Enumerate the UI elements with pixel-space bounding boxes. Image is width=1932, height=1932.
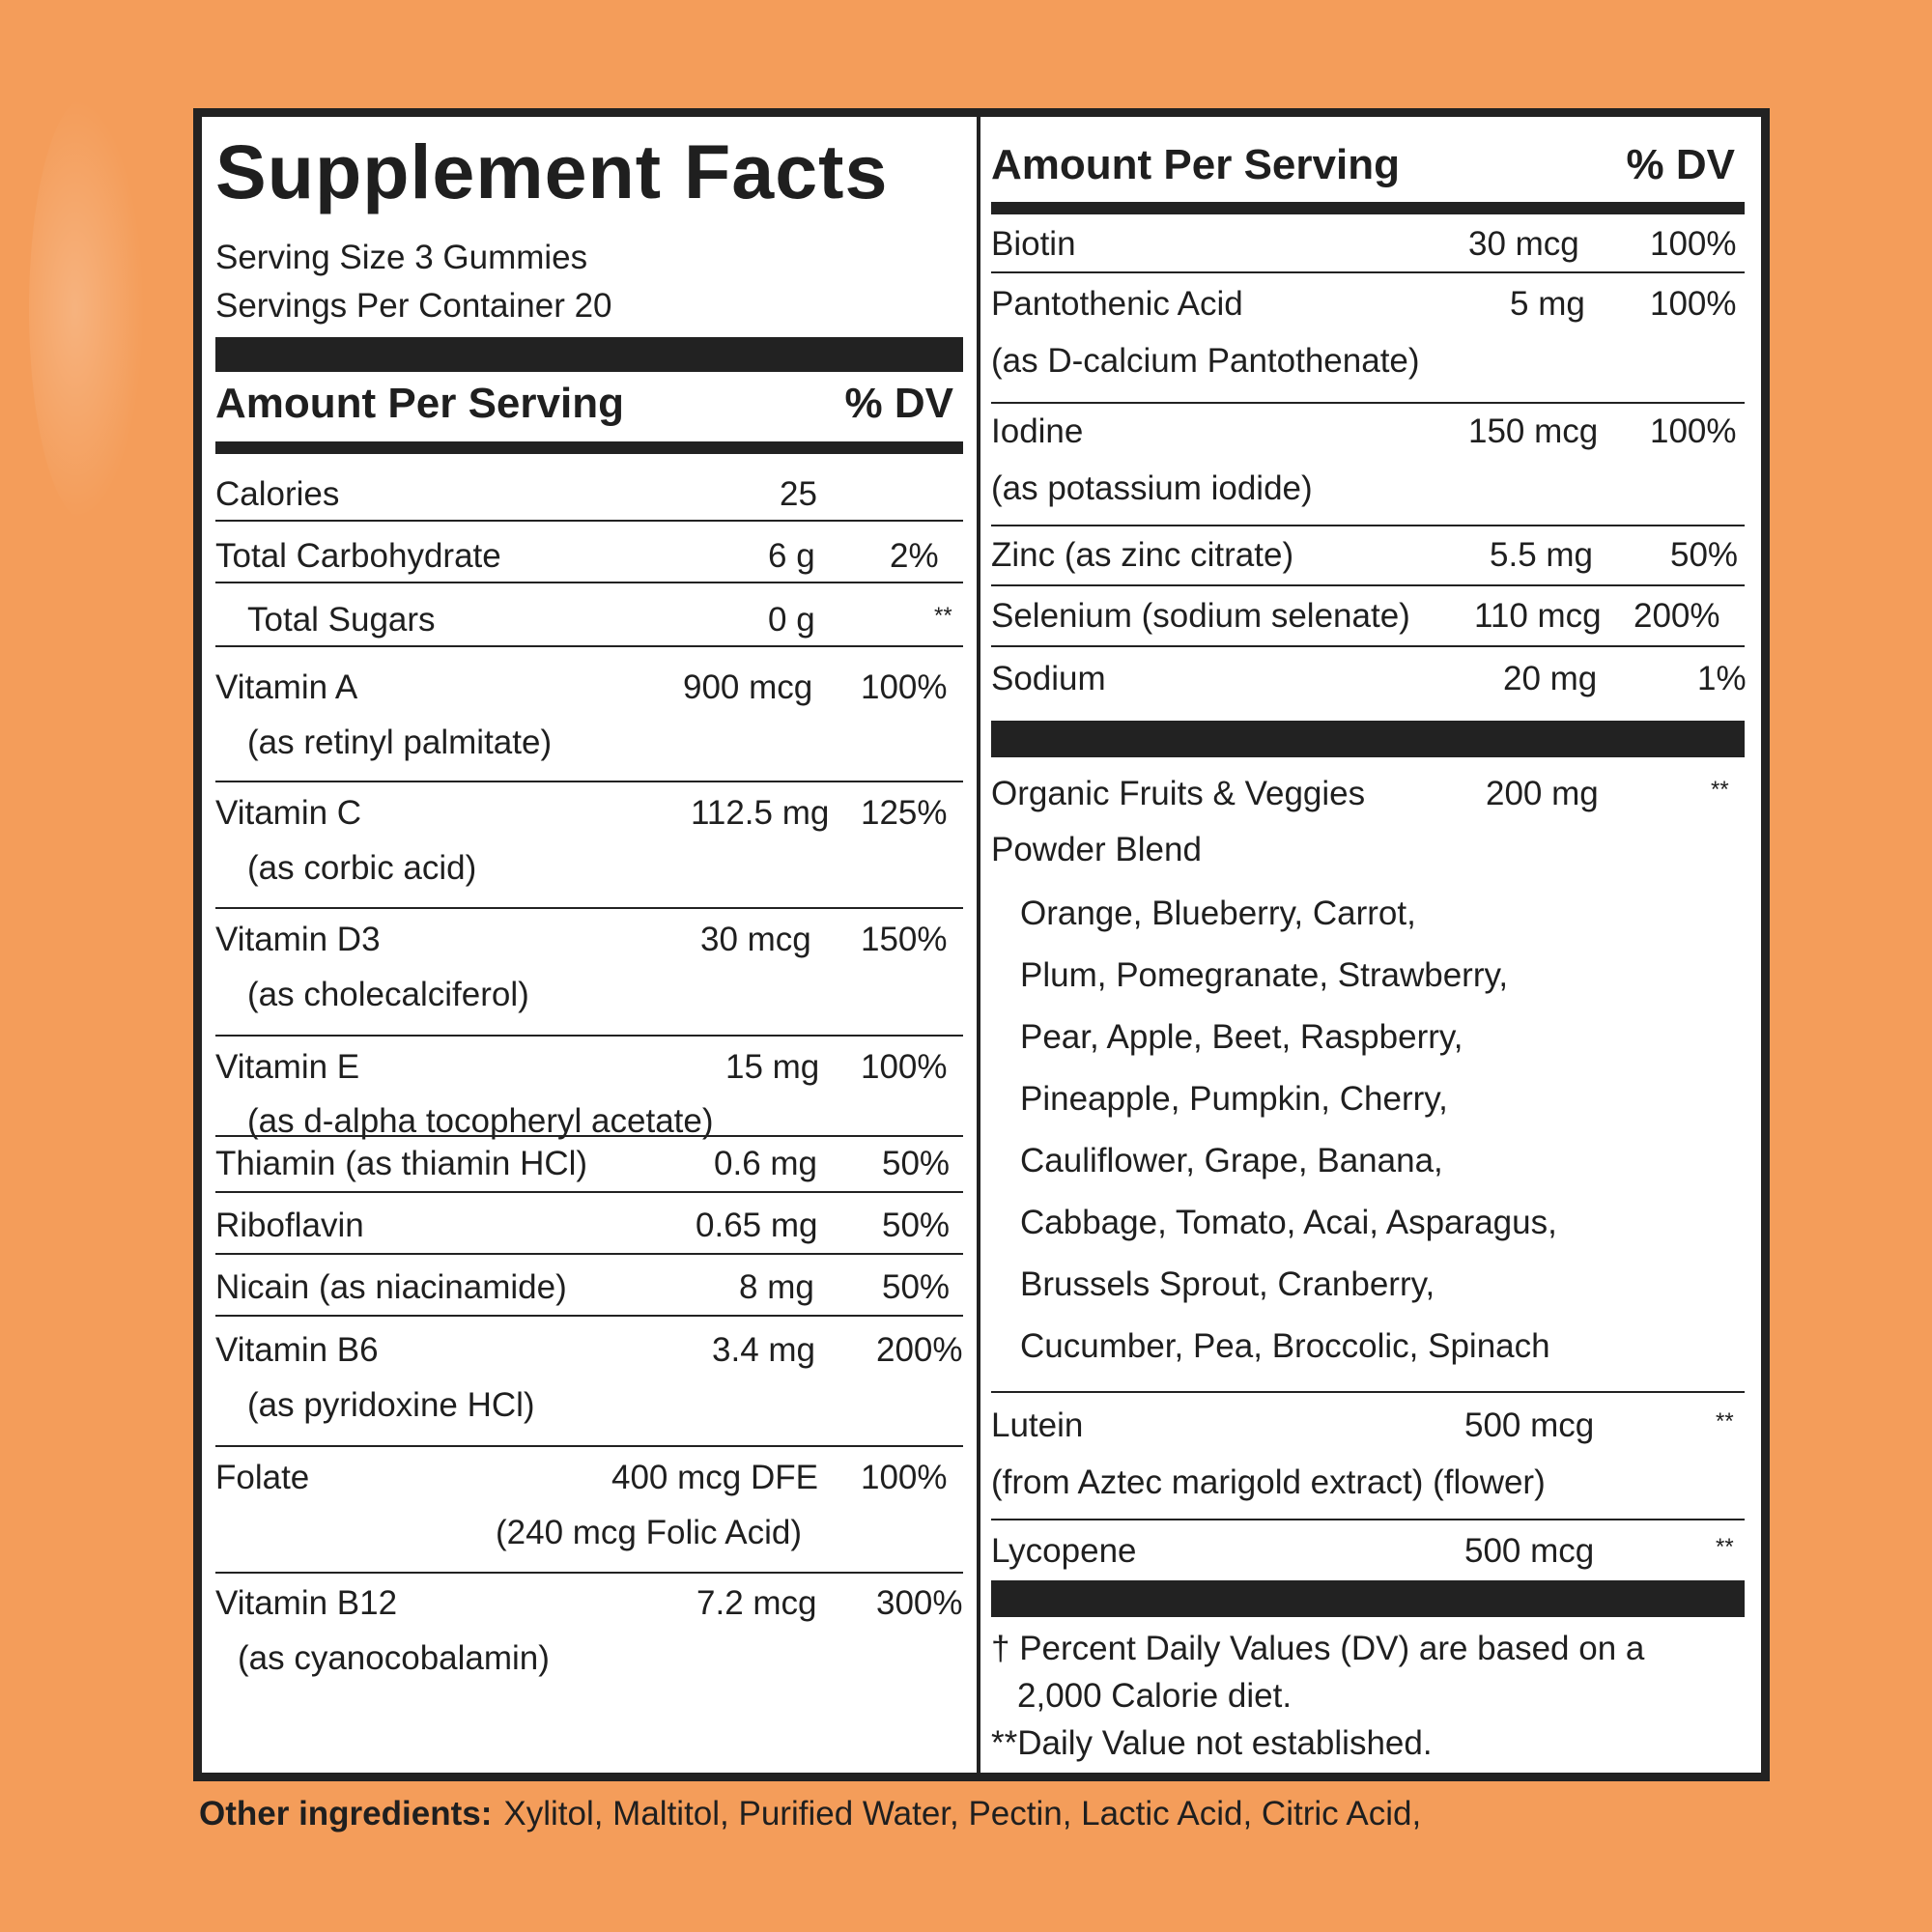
- nutrient-name: Total Carbohydrate: [215, 537, 501, 575]
- nutrient-name: Selenium (sodium selenate): [991, 597, 1410, 635]
- nutrient-row-vitamin-a: [215, 663, 963, 713]
- nutrient-amount: 6 g: [768, 537, 815, 575]
- nutrient-dv: 200%: [1634, 597, 1720, 635]
- footnote-dv-basis-cont: 2,000 Calorie diet.: [1017, 1677, 1293, 1715]
- nutrient-row-vitamin-d3: [215, 915, 963, 965]
- blend-ingredient-line: Pear, Apple, Beet, Raspberry,: [1020, 1018, 1463, 1056]
- nutrient-name: Nicain (as niacinamide): [215, 1268, 567, 1306]
- nutrient-source: (as d-alpha tocopheryl acetate): [247, 1102, 714, 1140]
- nutrient-row-iodine: [991, 407, 1745, 457]
- nutrient-source: (as potassium iodide): [991, 469, 1313, 507]
- nutrient-source: (from Aztec marigold extract) (flower): [991, 1463, 1546, 1501]
- nutrient-source: (as corbic acid): [247, 849, 477, 887]
- nutrient-name: Iodine: [991, 412, 1084, 450]
- nutrient-name: Pantothenic Acid: [991, 285, 1243, 323]
- nutrient-name: Biotin: [991, 225, 1076, 263]
- nutrient-dv: 100%: [1650, 225, 1737, 263]
- thick-rule: [991, 1580, 1745, 1617]
- nutrient-amount: 0.65 mg: [696, 1207, 818, 1244]
- blend-ingredient-line: Orange, Blueberry, Carrot,: [1020, 895, 1416, 932]
- supplement-facts-panel: [193, 108, 1770, 1781]
- nutrient-dv: 125%: [861, 794, 948, 832]
- nutrient-row-biotin: [991, 217, 1745, 273]
- nutrient-dv: 100%: [1650, 285, 1737, 323]
- nutrient-row-total-carbohydrate: [215, 531, 963, 583]
- nutrient-row-selenium: [991, 587, 1745, 647]
- thin-rule: [991, 1391, 1745, 1393]
- nutrient-row-vitamin-b6: [215, 1325, 963, 1376]
- nutrient-amount: 900 mcg: [683, 668, 813, 706]
- nutrient-row-folate: [215, 1453, 963, 1503]
- amount-header: [215, 380, 963, 427]
- nutrient-row-vitamin-e: [215, 1042, 963, 1093]
- nutrient-dv: 100%: [861, 1048, 948, 1086]
- nutrient-dv: 50%: [882, 1207, 951, 1244]
- nutrient-source: (as cholecalciferol): [247, 976, 529, 1013]
- nutrient-row-lutein: [991, 1401, 1745, 1451]
- blend-ingredient-line: Brussels Sprout, Cranberry,: [1020, 1265, 1435, 1303]
- nutrient-amount: 110 mcg: [1474, 597, 1602, 635]
- other-ingredients: [199, 1795, 1421, 1833]
- blend-ingredient-line: Plum, Pomegranate, Strawberry,: [1020, 956, 1509, 994]
- nutrient-dv: 100%: [861, 1459, 948, 1496]
- blend-ingredient-line: Cabbage, Tomato, Acai, Asparagus,: [1020, 1204, 1557, 1241]
- nutrient-amount: 20 mg: [1503, 660, 1598, 697]
- panel-title: Supplement Facts: [215, 128, 889, 214]
- nutrient-row-riboflavin: [215, 1199, 963, 1255]
- footnote-dv-basis: † Percent Daily Values (DV) are based on a: [991, 1630, 1645, 1667]
- background-glare: [29, 97, 145, 522]
- nutrient-dv: **: [934, 603, 952, 629]
- blend-ingredients: [1020, 883, 1557, 1378]
- nutrient-row-calories: [215, 469, 963, 522]
- thin-rule: [215, 907, 963, 909]
- nutrient-dv: 50%: [882, 1145, 951, 1182]
- nutrient-row-niacin: [215, 1261, 963, 1317]
- nutrient-source: (as pyridoxine HCl): [247, 1386, 535, 1424]
- nutrient-source: (as D-calcium Pantothenate): [991, 342, 1420, 380]
- nutrient-dv: 50%: [882, 1268, 951, 1306]
- nutrient-dv: 150%: [861, 921, 948, 958]
- nutrient-row-vitamin-b12: [215, 1578, 963, 1629]
- nutrient-name: Riboflavin: [215, 1207, 364, 1244]
- nutrient-name: Lutein: [991, 1406, 1084, 1444]
- thick-rule: [215, 337, 963, 372]
- nutrient-dv: **: [1716, 1534, 1734, 1560]
- amount-header-right: [991, 141, 1745, 188]
- nutrient-name: Vitamin E: [215, 1048, 360, 1086]
- nutrient-row-sodium: [991, 650, 1745, 708]
- nutrient-source: (240 mcg Folic Acid): [496, 1514, 803, 1551]
- nutrient-name: Vitamin B6: [215, 1331, 379, 1369]
- nutrient-row-zinc: [991, 525, 1745, 586]
- nutrient-name: Vitamin A: [215, 668, 358, 706]
- nutrient-amount: 30 mcg: [700, 921, 811, 958]
- nutrient-amount: 0 g: [768, 601, 815, 639]
- medium-rule: [991, 202, 1745, 214]
- nutrient-amount: 3.4 mg: [712, 1331, 815, 1369]
- blend-name: Organic Fruits & Veggies: [991, 775, 1366, 812]
- nutrient-row-thiamin: [215, 1135, 963, 1193]
- nutrient-dv: 50%: [1670, 536, 1739, 574]
- nutrient-name: Zinc (as zinc citrate): [991, 536, 1294, 574]
- blend-row: [991, 769, 1745, 819]
- nutrient-amount: 8 mg: [739, 1268, 814, 1306]
- nutrient-dv: 2%: [890, 537, 939, 575]
- footnote-dv-not-established: **Daily Value not established.: [991, 1724, 1433, 1762]
- thick-rule: [991, 721, 1745, 757]
- column-divider: [977, 117, 980, 1773]
- nutrient-amount: 25: [780, 475, 817, 513]
- nutrient-amount: 500 mcg: [1464, 1532, 1595, 1570]
- nutrient-source: (as retinyl palmitate): [247, 724, 553, 761]
- nutrient-name: Vitamin C: [215, 794, 362, 832]
- blend-amount: 200 mg: [1486, 775, 1599, 812]
- blend-name-line-2: Powder Blend: [991, 831, 1202, 868]
- nutrient-name: Lycopene: [991, 1532, 1137, 1570]
- nutrient-amount: 0.6 mg: [714, 1145, 817, 1182]
- thin-rule: [991, 1519, 1745, 1520]
- nutrient-amount: 150 mcg: [1468, 412, 1599, 450]
- dv-header-label: % DV: [844, 380, 953, 427]
- nutrient-dv: 100%: [861, 668, 948, 706]
- nutrient-dv: **: [1716, 1408, 1734, 1435]
- nutrient-amount: 30 mcg: [1468, 225, 1579, 263]
- nutrient-row-vitamin-c: [215, 788, 963, 838]
- nutrient-dv: 100%: [1650, 412, 1737, 450]
- nutrient-name: Thiamin (as thiamin HCl): [215, 1145, 588, 1182]
- nutrient-row-pantothenic-acid: [991, 279, 1745, 329]
- nutrient-amount: 5 mg: [1510, 285, 1585, 323]
- nutrient-amount: 15 mg: [725, 1048, 820, 1086]
- other-ingredients-text: Xylitol, Maltitol, Purified Water, Pectin, Lactic Acid, Citric Acid,: [503, 1795, 1422, 1833]
- amount-header-label: Amount Per Serving: [215, 380, 624, 427]
- blend-ingredient-line: Pineapple, Pumpkin, Cherry,: [1020, 1080, 1448, 1118]
- amount-header-label: Amount Per Serving: [991, 141, 1400, 188]
- nutrient-amount: 400 mcg DFE: [611, 1459, 818, 1496]
- dv-header-label: % DV: [1626, 141, 1735, 188]
- serving-size: Serving Size 3 Gummies: [215, 239, 588, 276]
- nutrient-dv: 1%: [1697, 660, 1747, 697]
- medium-rule: [215, 441, 963, 454]
- nutrient-amount: 500 mcg: [1464, 1406, 1595, 1444]
- servings-per-container: Servings Per Container 20: [215, 287, 612, 325]
- nutrient-name: Vitamin B12: [215, 1584, 398, 1622]
- blend-dv: **: [1711, 777, 1729, 803]
- nutrient-amount: 7.2 mcg: [696, 1584, 817, 1622]
- nutrient-name: Calories: [215, 475, 340, 513]
- thin-rule: [991, 402, 1745, 404]
- nutrient-dv: 300%: [876, 1584, 963, 1622]
- thin-rule: [215, 1035, 963, 1037]
- nutrient-amount: 5.5 mg: [1490, 536, 1593, 574]
- nutrient-dv: 200%: [876, 1331, 963, 1369]
- blend-ingredient-line: Cucumber, Pea, Broccolic, Spinach: [1020, 1327, 1550, 1365]
- nutrient-row-total-sugars: [215, 595, 963, 647]
- other-ingredients-label: Other ingredients:: [199, 1795, 493, 1833]
- nutrient-source: (as cyanocobalamin): [238, 1639, 550, 1677]
- nutrient-name: Sodium: [991, 660, 1106, 697]
- blend-ingredient-line: Cauliflower, Grape, Banana,: [1020, 1142, 1443, 1179]
- nutrient-amount: 112.5 mg: [691, 794, 830, 832]
- thin-rule: [215, 781, 963, 782]
- nutrient-row-lycopene: [991, 1526, 1745, 1577]
- thin-rule: [215, 1572, 963, 1574]
- nutrient-name: Folate: [215, 1459, 310, 1496]
- nutrient-name: Total Sugars: [247, 601, 436, 639]
- nutrient-name: Vitamin D3: [215, 921, 381, 958]
- thin-rule: [215, 1445, 963, 1447]
